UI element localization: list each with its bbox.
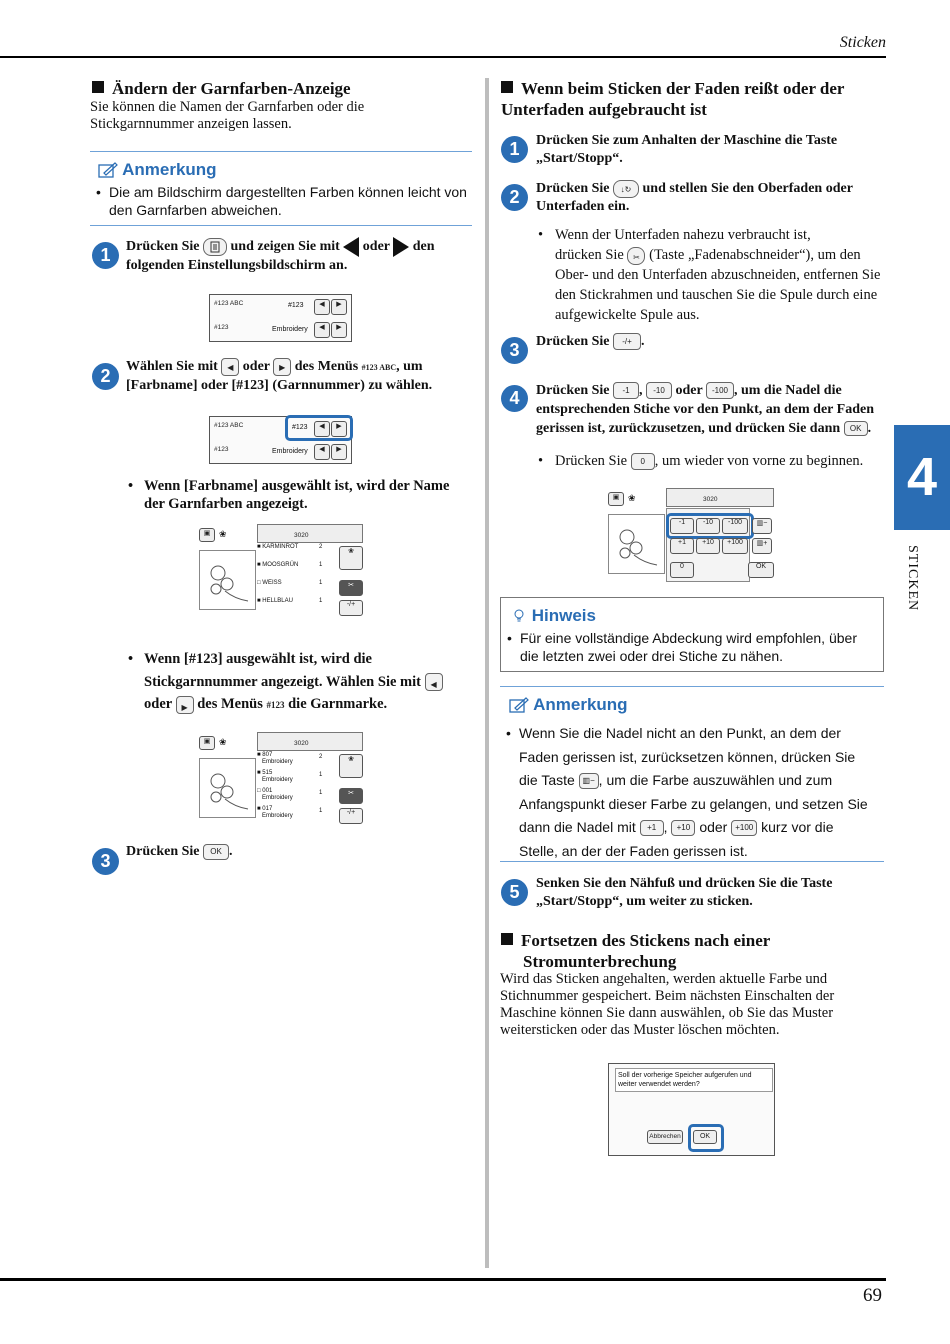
note-item: • Wenn Sie die Nadel nicht an den Punkt, an dem der Faden gerissen ist, zurücksetzen können, drücken Sie die Taste ▥− , um die Farbe auszuwählen und zum Anfangspunkt dieser Farbe zu gelangen, und setzen Sie dann die Nadel mit +1 , +10 oder +100 kurz vor die Stelle, an der der Faden gerissen ist. [506, 725, 868, 859]
note-top-rule [90, 151, 472, 152]
chapter-tab: 4 [894, 425, 950, 530]
step-number: 2 [501, 184, 528, 211]
resume-dialog [608, 1063, 775, 1156]
color-name-setting-icon: #123 ABC [214, 300, 244, 307]
setting-value: Embroidery [272, 326, 308, 333]
thread-number-menu-icon: #123 [266, 700, 285, 710]
frame-icon[interactable]: ▣ [199, 528, 215, 542]
left-arrow-button[interactable]: ◀ [314, 444, 330, 460]
right-arrow-icon[interactable]: ▶ [273, 358, 291, 376]
frame-icon[interactable]: ▣ [608, 492, 624, 506]
ok-button[interactable]: OK [748, 562, 774, 578]
forward-1-stitch-button[interactable]: +1 [640, 820, 664, 836]
color-list [257, 544, 337, 616]
needle-plus-minus-button[interactable]: -/+ [613, 333, 641, 350]
status-bar: 3020 [666, 488, 774, 507]
color-row[interactable]: □ 001 Embroidery 1 [257, 788, 323, 801]
ok-button[interactable]: OK [203, 844, 229, 860]
note-heading: Anmerkung [509, 695, 628, 715]
color-back-button[interactable]: ▥− [752, 518, 772, 534]
footer-rule [0, 1278, 886, 1281]
bullet-bobbin: • Wenn der Unterfaden nahezu verbraucht ist, drücken Sie ✂ (Taste „Fadenabschneider“), um den Ober- und den Unterfaden abzuschneiden, entfernen Sie den Stickrahmen und tauschen Sie die Spule durch eine aufgewickelte Spule aus. [538, 227, 881, 323]
back-10-stitches-button[interactable]: -10 [646, 382, 672, 399]
step1-text: Drücken Sie und zeigen Sie mit oder den folgenden Einstellungsbildschirm an. [126, 237, 471, 275]
note-pencil-icon [98, 162, 118, 178]
note-heading: Anmerkung [98, 160, 217, 180]
pattern-preview [199, 550, 256, 610]
needle-plus-minus-button[interactable]: -/+ [339, 600, 363, 616]
step-number: 5 [501, 879, 528, 906]
settings-button-icon[interactable] [203, 238, 227, 256]
embroidery-screen-names [199, 524, 364, 616]
step3-text: Drücken Sie -/+ . [536, 334, 645, 349]
right-arrow-button[interactable]: ▶ [331, 444, 347, 460]
restart-zero-button[interactable]: 0 [631, 453, 655, 470]
section-title-thread-color: Ändern der Garnfarben-Anzeige [92, 78, 472, 99]
header-rule [0, 56, 886, 58]
hint-box [500, 597, 884, 672]
thread-button[interactable]: ✂ [339, 580, 363, 596]
previous-page-icon[interactable] [343, 237, 359, 257]
hint-item: • Für eine vollständige Abdeckung wird empfohlen, über die letzten zwei oder drei Stiche zu nähen. [507, 630, 857, 664]
hint-heading: Hinweis [511, 606, 596, 626]
next-page-icon[interactable] [393, 237, 409, 257]
left-arrow-icon[interactable]: ◀ [425, 673, 443, 691]
color-back-icon[interactable]: ▥− [579, 773, 599, 789]
left-arrow-icon[interactable]: ◀ [221, 358, 239, 376]
pattern-preview [608, 514, 665, 574]
color-row[interactable]: ■ 807 Embroidery 2 [257, 752, 323, 765]
thread-button[interactable]: ✂ [339, 788, 363, 804]
settings-screen-1 [209, 294, 352, 342]
color-row[interactable]: ■ 515 Embroidery 1 [257, 770, 323, 783]
step-number: 3 [92, 848, 119, 875]
flower-icon: ❀ [628, 493, 636, 503]
back-1-stitch-button[interactable]: -1 [670, 518, 694, 534]
left-arrow-button[interactable]: ◀ [314, 299, 330, 315]
pattern-preview [199, 758, 256, 818]
step1-text: Drücken Sie zum Anhalten der Maschine die Taste „Start/Stopp“. [536, 133, 838, 166]
right-arrow-button[interactable]: ▶ [331, 322, 347, 338]
setting-value: Embroidery [272, 448, 308, 455]
color-preview-button[interactable]: ❀ [339, 754, 363, 778]
needle-position-screen [608, 488, 774, 580]
note-top-rule [500, 686, 884, 687]
forward-10-stitches-button[interactable]: +10 [671, 820, 695, 836]
right-arrow-button[interactable]: ▶ [331, 299, 347, 315]
column-separator [485, 78, 489, 1268]
color-name-menu-icon: #123 ABC [361, 363, 397, 373]
note-bottom-rule [90, 225, 472, 226]
lightbulb-icon [511, 607, 527, 623]
step-number: 3 [501, 337, 528, 364]
chapter-name: STICKEN [905, 545, 920, 612]
forward-100-stitches-button[interactable]: +100 [722, 538, 748, 554]
setting-value: #123 [288, 302, 304, 309]
left-arrow-button[interactable]: ◀ [314, 322, 330, 338]
page-header-title: Sticken [839, 34, 886, 51]
embroidery-screen-numbers [199, 732, 364, 824]
color-row[interactable]: ■ 017 Embroidery 1 [257, 806, 323, 819]
flower-icon: ❀ [219, 529, 227, 539]
right-arrow-icon[interactable]: ▶ [176, 696, 194, 714]
highlight-frame [688, 1124, 724, 1152]
status-bar: 3020 [257, 524, 363, 543]
frame-icon[interactable]: ▣ [199, 736, 215, 750]
flower-icon: ❀ [219, 737, 227, 747]
step4-text: Drücken Sie -1 , -10 oder -100 , um die Nadel die entsprechenden Stiche vor den Punkt, an dem der Faden gerissen ist, zurückzusetzen, und drücken Sie dann OK . [536, 383, 874, 436]
back-1-stitch-button[interactable]: -1 [613, 382, 639, 399]
thread-cutter-icon[interactable]: ✂ [627, 247, 645, 265]
restart-zero-button[interactable]: 0 [670, 562, 694, 578]
step2-text: Drücken Sie ↓↻ und stellen Sie den Oberfaden oder Unterfaden ein. [536, 181, 853, 215]
section-title-thread-break: Wenn beim Sticken der Faden reißt oder der Unterfaden aufgebraucht ist [501, 79, 845, 119]
section-bullet-square [501, 933, 513, 945]
color-row[interactable]: ■ HELLBLAU 1 [257, 598, 323, 604]
page-number: 69 [863, 1285, 882, 1306]
forward-100-stitches-button[interactable]: +100 [731, 820, 757, 836]
note-pencil-icon [509, 697, 529, 713]
section-intro: Sie können die Namen der Garnfarben oder die Stickgarnnummer anzeigen lassen. [90, 99, 365, 132]
step-number: 4 [501, 385, 528, 412]
thread-brand-setting-icon: #123 [214, 446, 229, 453]
highlight-frame [666, 513, 754, 539]
step2-text: Wählen Sie mit ◀ oder ▶ des Menüs #123 ABC, um [Farbname] oder [#123] (Garnnummer) zu wählen. [126, 359, 433, 394]
color-list [257, 752, 337, 824]
section-title-power-failure: Fortsetzen des Stickens nach einer Stromunterbrechung [501, 930, 903, 972]
color-name-setting-icon: #123 ABC [214, 422, 244, 429]
color-row[interactable]: ■ MOOSGRÜN 1 [257, 562, 323, 568]
color-row[interactable]: □ WEISS 1 [257, 580, 323, 586]
bullet-thread-number: • Wenn [#123] ausgewählt ist, wird die Stickgarnnummer angezeigt. Wählen Sie mit ◀ oder ▶ des Menüs #123 die Garnmarke. [128, 648, 468, 717]
step5-text: Senken Sie den Nähfuß und drücken Sie die Taste „Start/Stopp“, um weiter zu sticken. [536, 876, 833, 909]
dialog-message: Soll der vorherige Speicher aufgerufen und weiter verwendet werden? [615, 1068, 773, 1092]
right-arrow-button[interactable]: ▶ [331, 421, 347, 437]
step3-text: Drücken Sie OK . [126, 844, 233, 859]
forward-10-stitches-button[interactable]: +10 [696, 538, 720, 554]
status-bar: 3020 [257, 732, 363, 751]
highlight-frame [285, 415, 353, 441]
forward-1-stitch-button[interactable]: +1 [670, 538, 694, 554]
cancel-button[interactable]: Abbrechen [647, 1130, 683, 1144]
ok-button[interactable]: OK [844, 421, 868, 436]
step-number: 1 [501, 136, 528, 163]
back-100-stitches-button[interactable]: -100 [722, 518, 748, 534]
back-100-stitches-button[interactable]: -100 [706, 382, 734, 399]
section-bullet-square [501, 81, 513, 93]
color-forward-button[interactable]: ▥+ [752, 538, 772, 554]
color-row[interactable]: ■ KARMINROT 2 [257, 544, 323, 550]
step-number: 1 [92, 242, 119, 269]
step-number: 2 [92, 363, 119, 390]
color-preview-button[interactable]: ❀ [339, 546, 363, 570]
section-bullet-square [92, 81, 104, 93]
ok-button[interactable]: OK [693, 1130, 717, 1144]
presser-foot-lever-icon[interactable]: ↓↻ [613, 180, 639, 198]
section2-text: Wird das Sticken angehalten, werden aktuelle Farbe und Stichnummer gespeichert. Beim nächsten Einschalten der Maschine können Sie dann auswählen, ob Sie das Muster weitersticken oder das Muster löschen möchten. [500, 971, 835, 1038]
note-bottom-rule [500, 861, 884, 862]
back-10-stitches-button[interactable]: -10 [696, 518, 720, 534]
setting-value: #123 [292, 424, 308, 431]
needle-plus-minus-button[interactable]: -/+ [339, 808, 363, 824]
left-arrow-button[interactable]: ◀ [314, 421, 330, 437]
bullet-color-name: • Wenn [Farbname] ausgewählt ist, wird der Name der Garnfarben angezeigt. [128, 478, 450, 512]
bullet-restart: • Drücken Sie 0 , um wieder von vorne zu beginnen. [538, 453, 864, 469]
note-item: • Die am Bildschirm dargestellten Farben können leicht von den Garnfarben abweichen. [96, 184, 467, 218]
settings-screen-2 [209, 416, 352, 464]
thread-brand-setting-icon: #123 [214, 324, 229, 331]
